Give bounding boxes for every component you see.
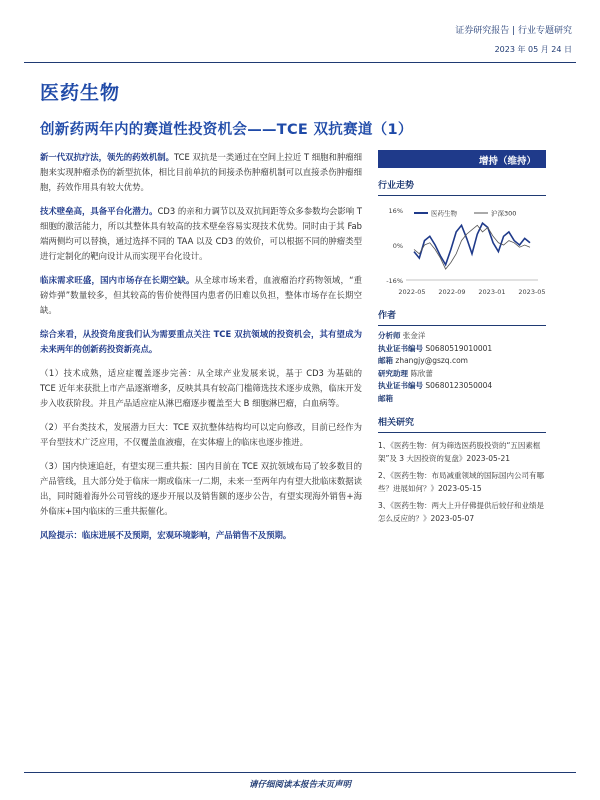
y-tick-label: 16% [388,207,403,215]
footer-disclaimer: 请仔细阅读本报告末页声明 [248,780,351,790]
author-value: 陈欣蕾 [408,368,433,378]
trend-chart [378,200,546,300]
author-line [378,355,546,368]
paragraph-text: （3）国内快速追赶，有望实现三重共振：国内目前在 TCE 双抗领域布局了较多数目的产品管线，且大部分处于临床一期或临床一/二期，未来一至两年内有望大批临床数据读出，同时随着海外公司管线的逐步开展以及销售额的逐步公告，有望实现海外销售+海外临床+国内临床的三重共振催化。 [40,461,362,516]
body-text [40,150,362,552]
report-title: 创新药两年内的赛道性投资机会——TCE 双抗赛道（1） [40,122,413,138]
trend-heading: 行业走势 [378,178,546,196]
author-role: 执业证书编号 [378,343,423,353]
rating-badge: 增持（维持） [378,150,546,168]
author-value: S0680123050004 [423,381,493,390]
body-paragraph [40,366,362,411]
y-tick-label: -16% [386,277,403,285]
related-list [378,439,546,525]
y-tick-label: 0% [392,242,403,250]
paragraph-lead: 技术壁垒高，具备平台化潜力。 [40,206,158,216]
paragraph-lead: 临床需求旺盛，国内市场存在长期空缺。 [40,275,195,285]
author-line [378,368,546,381]
body-paragraph [40,459,362,519]
related-item: 3、《医药生物：两大上升仔佛提供后较仔和业绩是怎么反应的？》2023-05-07 [378,501,545,523]
paragraph-text: TCE 双抗是一类通过在空间上拉近 T 细胞和肿瘤细胞来实现肿瘤杀伤的新型抗体，相比目前单抗的间接杀伤肿瘤机制可以直接杀伤肿瘤细胞，药效作用具有较大优势。 [40,152,362,192]
header-category: 证券研究报告 | 行业专题研究 [455,26,572,36]
sidebar [378,150,546,529]
paragraph-lead: 新一代双抗疗法，领先的药效机制。 [40,152,174,162]
sector-name: 医药生物 [40,82,121,104]
related-heading: 相关研究 [378,415,546,433]
legend-label: 沪深300 [491,209,517,218]
x-tick-label: 2023-05 [518,288,546,296]
author-line [378,330,546,343]
x-tick-label: 2022-05 [398,288,426,296]
body-paragraph [40,420,362,450]
author-role: 邮箱 [378,393,393,403]
body-paragraph [40,327,362,357]
header-date: 2023 年 05 月 24 日 [494,45,572,54]
body-paragraph [40,528,362,543]
author-list [378,330,546,405]
author-role: 分析师 [378,331,401,340]
related-item: 1、《医药生物：何为筛选医药股投资的“五因素框架”及 3 大因投资的复盘》2023-05-21 [378,441,541,463]
legend-label: 医药生物 [431,209,457,218]
paragraph-text: （1）技术成熟，适应症覆盖逐步完善：从全球产业发展来说，基于 CD3 为基础的 TCE 近年来获批上市产品逐渐增多，反映其具有较高门槛筛选技术逐步成熟，临床开发步入收获阶段。并且产品适应症从淋巴瘤逐步覆盖至大 B 细胞淋巴瘤，白血病等。 [40,368,362,408]
related-item: 2、《医药生物：布局减重领域的国际国内公司有哪些？进展如何？》2023-05-15 [378,471,545,493]
author-line [378,393,546,406]
paragraph-text: （2）平台类技术，发展潜力巨大：TCE 双抗整体结构均可以定向修改，目前已经作为平台型技术广泛应用，不仅覆盖血液瘤，在实体瘤上的临床也逐步推进。 [40,422,362,447]
x-tick-label: 2022-09 [438,288,466,296]
author-value: 张金洋 [400,331,426,340]
trend-chart-svg [378,200,546,300]
footer-divider [24,772,576,773]
author-role: 执业证书编号 [378,381,423,390]
body-paragraph [40,150,362,195]
paragraph-lead: 综合来看，从投资角度我们认为需要重点关注 TCE 双抗领域的投资机会，其有望成为未来两年的创新药投资新亮点。 [40,329,362,354]
paragraph-text: CD3 的亲和力调节以及双抗间距等众多参数均会影响 T 细胞的激活能力，所以其整体具有较高的技术壁垒容易实现技术优势。同时由于其 Fab 端两侧均可以替换，通过选择不同的 TAA 以及 CD3 的效价，可以根据不同的肿瘤类型进行定制化的靶向设计从而实现平台化设计。 [40,206,362,261]
author-role: 邮箱 [378,356,393,365]
series-line-csi300 [414,225,530,269]
author-value: zhangjy@gszq.com [393,356,468,365]
body-paragraph [40,204,362,264]
author-heading: 作者 [378,308,546,326]
paragraph-text: 从全球市场来看，血液瘤治疗药物领域，“重磅炸弹”数量较多，但其较高的售价使得国内患者仍旧难以负担，整体市场存在长期空缺。 [40,275,363,315]
author-line [378,380,546,393]
author-value: S0680519010001 [423,343,493,353]
paragraph-lead: 风险提示：临床进展不及预期，宏观环境影响，产品销售不及预期。 [40,530,292,540]
x-tick-label: 2023-01 [478,288,506,296]
body-paragraph [40,273,362,318]
author-line [378,343,546,356]
header-divider [24,62,576,63]
author-role: 研究助理 [378,368,408,378]
